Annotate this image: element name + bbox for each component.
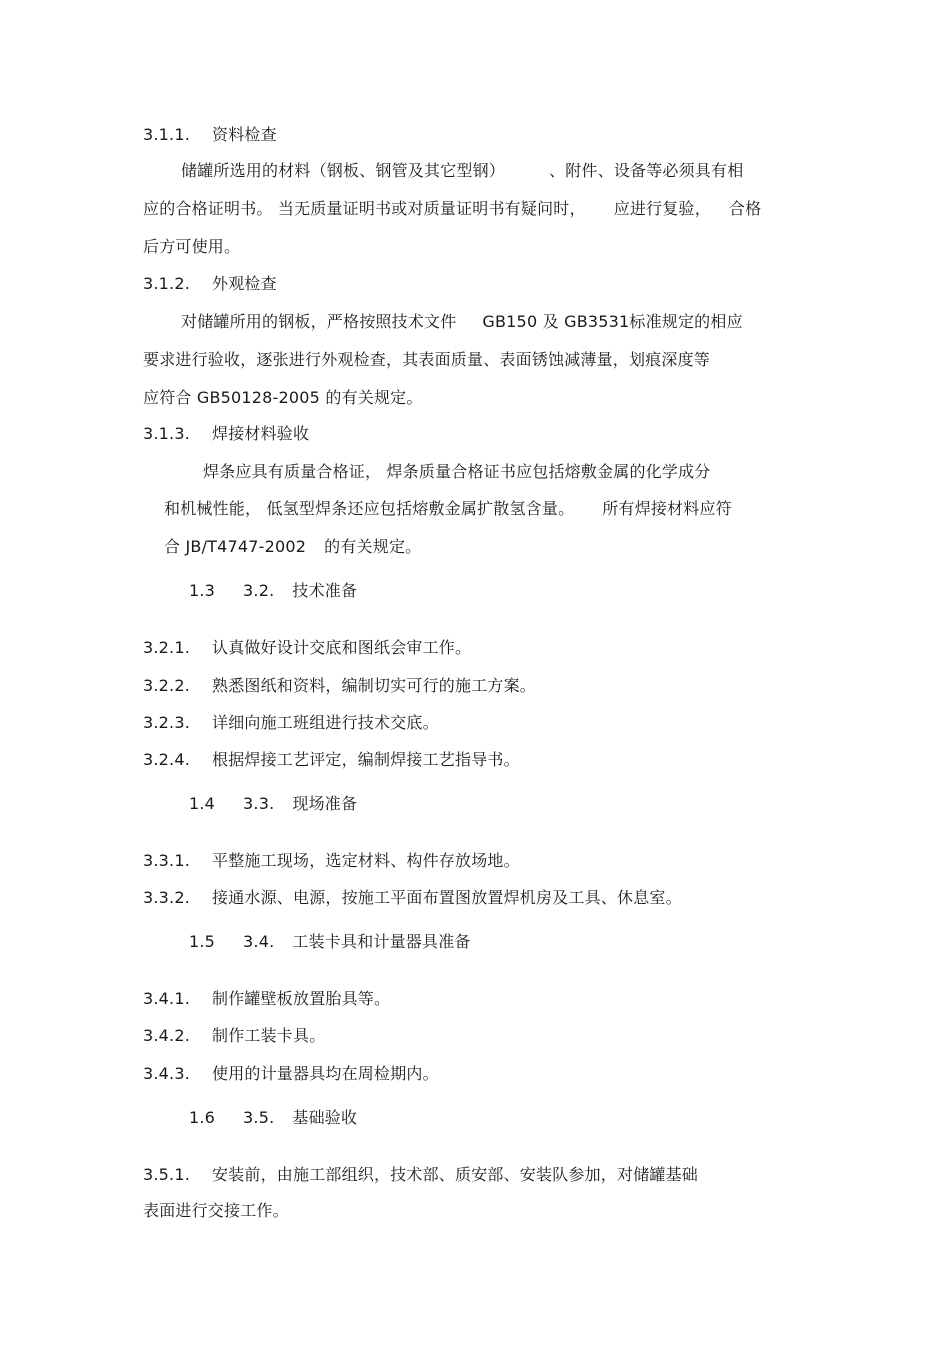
outline-number: 1.3 <box>189 581 216 600</box>
text-fragment: 后方可使用。 <box>143 237 241 256</box>
outline-number: 1.4 <box>189 794 216 813</box>
section-title: 资料检查 <box>212 125 277 144</box>
section-title: 外观检查 <box>212 274 277 293</box>
paragraph-line <box>164 498 732 520</box>
text-fragment: 表面进行交接工作。 <box>143 1201 289 1220</box>
section-heading-3-1-3 <box>143 423 309 445</box>
section-number: 3.4. <box>243 932 275 951</box>
item-text: 制作罐壁板放置胎具等。 <box>212 989 391 1008</box>
item-number: 3.2.4. <box>143 750 190 769</box>
list-item <box>143 1063 439 1085</box>
list-item <box>143 887 682 909</box>
text-fragment: 的有关规定。 <box>324 537 422 556</box>
text-fragment: 应符合 GB50128-2005 的有关规定。 <box>143 388 423 407</box>
item-text: 使用的计量器具均在周检期内。 <box>212 1064 439 1083</box>
section-title: 现场准备 <box>292 794 358 813</box>
item-text: 熟悉图纸和资料，编制切实可行的施工方案。 <box>212 676 537 695</box>
list-item <box>143 749 520 771</box>
paragraph-line <box>143 198 761 220</box>
list-item <box>143 712 439 734</box>
item-text: 详细向施工班组进行技术交底。 <box>212 713 439 732</box>
item-number: 3.2.3. <box>143 713 190 732</box>
list-item <box>143 1025 325 1047</box>
text-fragment: 和机械性能， 低氢型焊条还应包括熔敷金属扩散氢含量。 <box>164 499 575 518</box>
text-fragment: GB150 及 GB3531标准规定的相应 <box>482 312 743 331</box>
text-fragment: 合格 <box>728 199 762 218</box>
item-number: 3.5.1. <box>143 1165 190 1184</box>
section-heading-3-1-1 <box>143 124 277 146</box>
text-fragment: 合 JB/T4747-2002 <box>164 537 307 556</box>
paragraph-line <box>143 387 423 409</box>
heading-3-4 <box>189 931 471 953</box>
section-number: 3.3. <box>243 794 275 813</box>
paragraph-line <box>143 1200 289 1222</box>
heading-3-2 <box>189 580 357 602</box>
item-number: 3.4.1. <box>143 989 190 1008</box>
heading-3-3 <box>189 793 357 815</box>
list-item <box>143 1164 698 1186</box>
section-number: 3.1.2. <box>143 274 190 293</box>
outline-number: 1.5 <box>189 932 216 951</box>
section-heading-3-1-2 <box>143 273 277 295</box>
item-text: 接通水源、电源，按施工平面布置图放置焊机房及工具、休息室。 <box>212 888 682 907</box>
section-title: 技术准备 <box>292 581 358 600</box>
section-title: 基础验收 <box>292 1108 358 1127</box>
text-fragment: 、附件、设备等必须具有相 <box>549 161 744 180</box>
text-fragment: 应的合格证明书。 当无质量证明书或对质量证明书有疑问时， <box>143 199 586 218</box>
item-number: 3.3.1. <box>143 851 190 870</box>
item-text: 安装前，由施工部组织，技术部、质安部、安装队参加，对储罐基础 <box>212 1165 699 1184</box>
section-number: 3.1.1. <box>143 125 190 144</box>
item-text: 制作工装卡具。 <box>212 1026 326 1045</box>
text-fragment: 对储罐所用的钢板，严格按照技术文件 <box>181 312 457 331</box>
paragraph-line <box>181 311 743 333</box>
paragraph-line <box>164 536 421 558</box>
section-number: 3.5. <box>243 1108 275 1127</box>
item-number: 3.4.2. <box>143 1026 190 1045</box>
heading-3-5 <box>189 1107 357 1129</box>
text-fragment: 应进行复验， <box>613 199 711 218</box>
paragraph-line <box>203 461 711 483</box>
item-number: 3.3.2. <box>143 888 190 907</box>
item-number: 3.2.1. <box>143 638 190 657</box>
paragraph-line <box>143 236 240 258</box>
item-text: 根据焊接工艺评定，编制焊接工艺指导书。 <box>212 750 520 769</box>
list-item <box>143 988 390 1010</box>
section-number: 3.2. <box>243 581 275 600</box>
item-text: 认真做好设计交底和图纸会审工作。 <box>212 638 472 657</box>
text-fragment: 储罐所选用的材料（钢板、钢管及其它型钢） <box>181 161 506 180</box>
outline-number: 1.6 <box>189 1108 216 1127</box>
item-text: 平整施工现场，选定材料、构件存放场地。 <box>212 851 520 870</box>
text-fragment: 要求进行验收，逐张进行外观检查，其表面质量、表面锈蚀减薄量，划痕深度等 <box>143 350 711 369</box>
paragraph-line <box>143 349 710 371</box>
text-fragment: 焊条应具有质量合格证， 焊条质量合格证书应包括熔敷金属的化学成分 <box>203 462 711 481</box>
list-item <box>143 675 536 697</box>
list-item <box>143 850 520 872</box>
section-number: 3.1.3. <box>143 424 190 443</box>
text-fragment: 所有焊接材料应符 <box>602 499 732 518</box>
section-title: 焊接材料验收 <box>212 424 310 443</box>
item-number: 3.2.2. <box>143 676 190 695</box>
list-item <box>143 637 471 659</box>
item-number: 3.4.3. <box>143 1064 190 1083</box>
paragraph-line <box>181 160 743 182</box>
section-title: 工装卡具和计量器具准备 <box>292 932 471 951</box>
